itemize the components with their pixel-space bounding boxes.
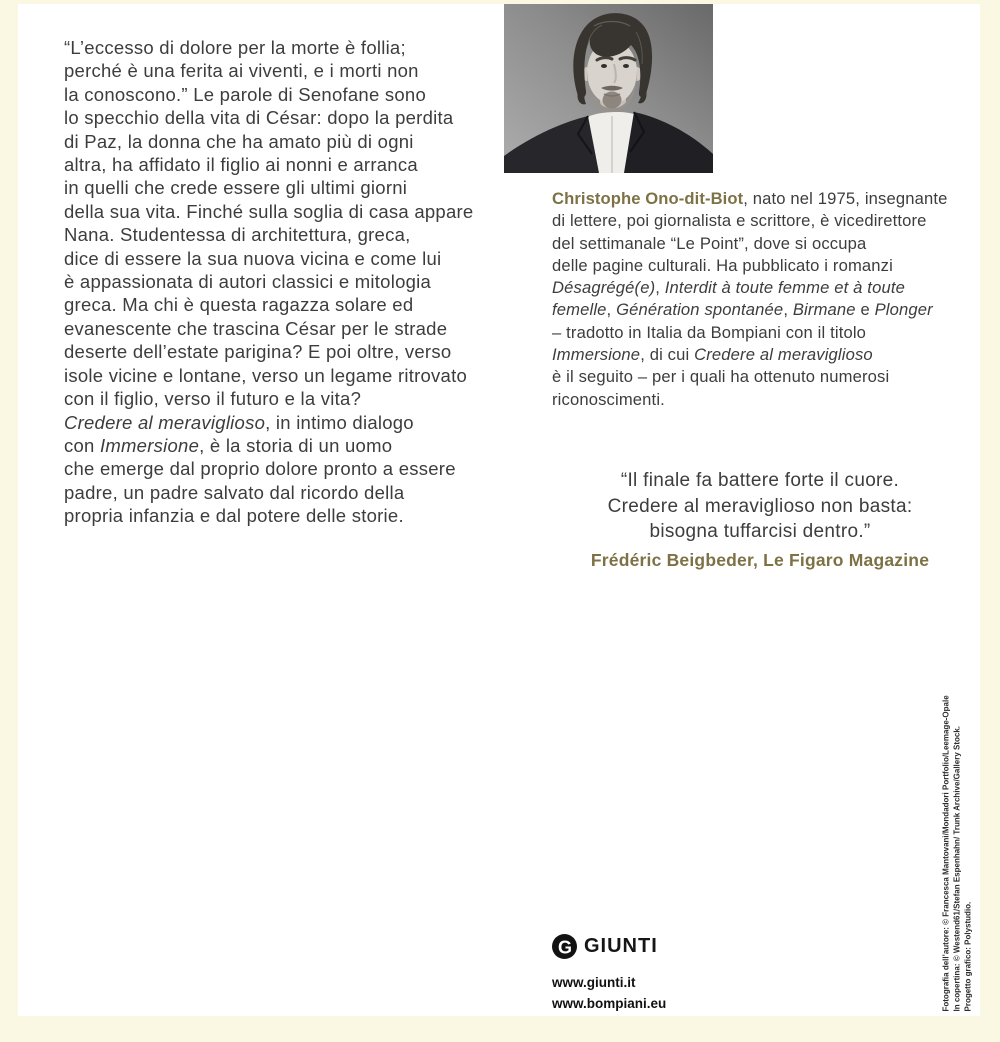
author-portrait-image xyxy=(504,4,713,173)
photo-credits: Fotografia dell’autore: © Francesca Mantovani/Mondadori Portfolio/Leemage-Opale In copertina: © Westend61/Stefan Espenhahn/ Trunk Archive/Gallery Stock. Progetto grafico: Polystudio. xyxy=(941,695,973,1012)
quote-attribution: Frédéric Beigbeder, Le Figaro Magazine xyxy=(590,549,930,570)
review-quote xyxy=(545,468,975,573)
review-quote-text: “Il finale fa battere forte il cuore. Credere al meraviglioso non basta: bisogna tuffarcisi dentro.” xyxy=(607,470,913,543)
giunti-logo-icon xyxy=(552,934,577,959)
publisher-block xyxy=(552,934,666,1014)
giunti-logo-text: GIUNTI xyxy=(584,935,658,957)
author-photo xyxy=(504,4,713,173)
website-bompiani: www.bompiani.eu xyxy=(552,996,667,1011)
svg-text:G: G xyxy=(557,937,573,958)
author-name: Christophe Ono-dit-Biot xyxy=(552,189,744,208)
website-links xyxy=(552,972,666,1014)
website-giunti: www.giunti.it xyxy=(552,975,636,990)
synopsis-text: “L’eccesso di dolore per la morte è follia; perché è una ferita ai viventi, e i morti non la conoscono.” Le parole di Senofane sono lo specchio della vita di César: dopo la perdita di Paz, la donna che ha amato più di ogni altra, ha affidato il figlio ai nonni e arranca in quelli che crede essere gli ultimi giorni della sua vita. Finché sulla soglia di casa appare Nana. Studentessa di architettura, greca, dice di essere la sua nuova vicina e come lui è appassionata di autori classici e mitologia greca. Ma chi è questa ragazza solare ed evanescente che trascina César per le strade deserte dell’estate parigina? E poi oltre, verso isole vicine e lontane, verso un legame ritrovato con il figlio, verso il futuro e la vita? Credere al meraviglioso, in intimo dialogo con Immersione, è la storia di un uomo che emerge dal proprio dolore pronto a essere padre, un padre salvato dal ricordo della propria infanzia e dal potere delle storie. xyxy=(64,37,474,527)
author-bio: Christophe Ono-dit-Biot, nato nel 1975, insegnante di lettere, poi giornalista e scrittore, è vicedirettore del settimanale “Le Point”, dove si occupa delle pagine culturali. Ha pubblicato i romanzi Désagrégé(e), Interdit à toute femme et à toute femelle, Génération spontanée, Birmane e Plonger – tradotto in Italia da Bompiani con il titolo Immersione, di cui Credere al meraviglioso è il seguito – per i quali ha ottenuto numerosi riconoscimenti. xyxy=(552,189,948,409)
publisher-logo xyxy=(552,934,666,959)
